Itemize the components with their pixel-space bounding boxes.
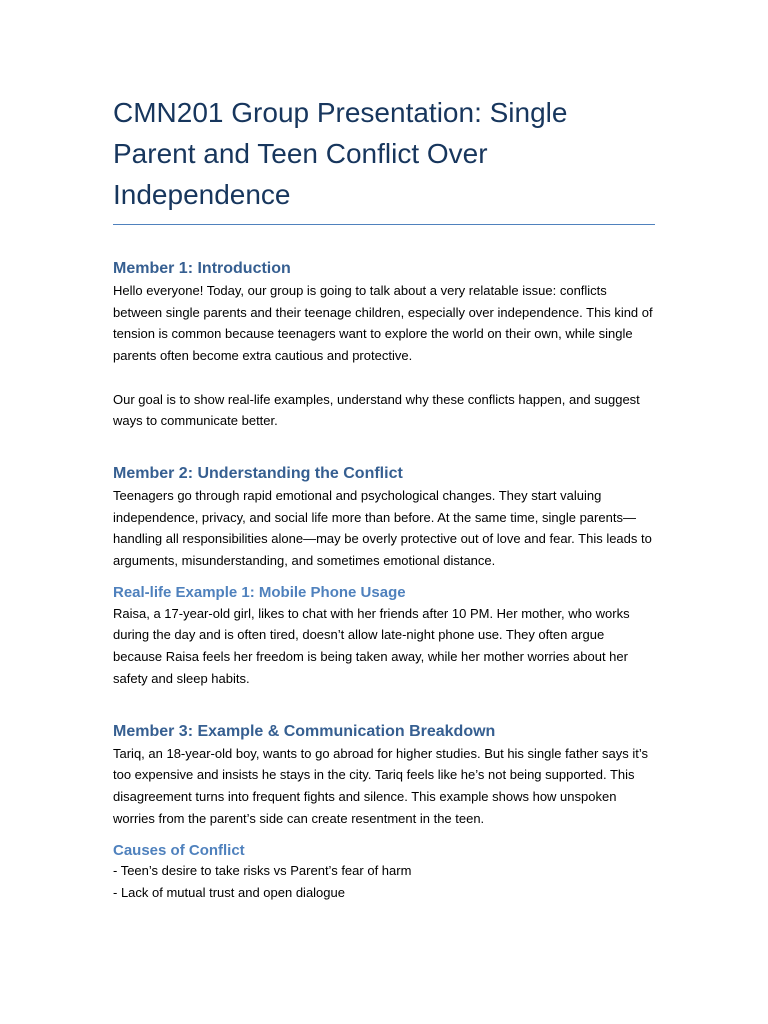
title-underline [113, 224, 655, 225]
causes-list [113, 860, 655, 903]
section-heading-member-2: Member 2: Understanding the Conflict [113, 464, 403, 482]
paragraph-breakdown: Tariq, an 18-year-old boy, wants to go abroad for higher studies. But his single father says it’s too expensive and insists he stays in the city. Tariq feels like he’s not being supported. This disagreement turns into frequent fights and silence. This example shows how unspoken worries from the parent’s side can create resentment in the teen. [113, 745, 648, 826]
subheading-causes: Causes of Conflict [113, 842, 245, 860]
paragraph-example-1: Raisa, a 17-year-old girl, likes to chat with her friends after 10 PM. Her mother, who works during the day and is often tired, doesn’t allow late-night phone use. They often argue because Raisa feels her freedom is being taken away, while her mother worries about her safety and sleep habits. [113, 605, 630, 686]
list-item: - Teen’s desire to take risks vs Parent’s fear of harm [113, 863, 412, 879]
list-item: - Lack of mutual trust and open dialogue [113, 885, 345, 901]
section-heading-member-3: Member 3: Example & Communication Breakdown [113, 722, 496, 740]
section-heading-member-1: Member 1: Introduction [113, 260, 291, 277]
subheading-example-1: Real-life Example 1: Mobile Phone Usage [113, 583, 406, 601]
paragraph-goal: Our goal is to show real-life examples, understand why these conflicts happen, and suggest ways to communicate better. [113, 391, 640, 429]
paragraph-introduction: Hello everyone! Today, our group is going to talk about a very relatable issue: conflicts between single parents and their teenage children, especially over independence. This kind of tension is common because teenagers want to explore the world on their own, while single parents often become extra cautious and protective. [113, 283, 653, 364]
paragraph-understanding: Teenagers go through rapid emotional and psychological changes. They start valuing independence, privacy, and social life more than before. At the same time, single parents—handling all responsibilities alone—may be overly protective out of love and fear. This leads to arguments, misunderstanding, and sometimes emotional distance. [113, 487, 652, 569]
document-title: CMN201 Group Presentation: Single Parent and Teen Conflict Over Independence [113, 97, 568, 210]
document-body [113, 92, 655, 904]
